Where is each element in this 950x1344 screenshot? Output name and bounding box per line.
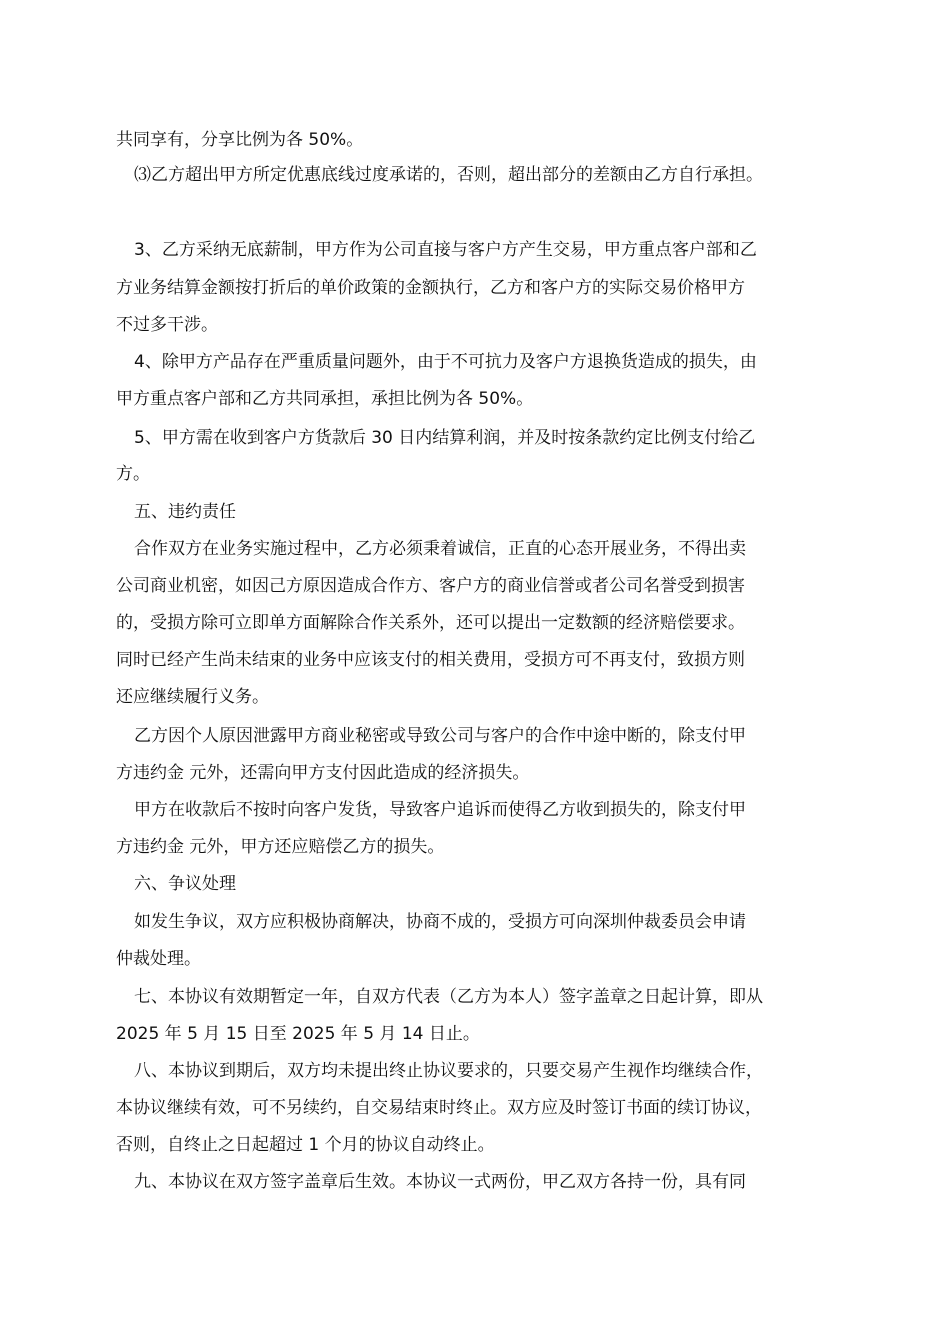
section-heading: 五、违约责任: [134, 502, 236, 522]
text-line: 共同享有，分享比例为各 50%。: [116, 130, 364, 150]
text-line: 否则，自终止之日起超过 1 个月的协议自动终止。: [116, 1135, 495, 1155]
text-line: 乙方因个人原因泄露甲方商业秘密或导致公司与客户的合作中途中断的，除支付甲: [134, 726, 746, 746]
text-line: 5、甲方需在收到客户方货款后 30 日内结算利润，并及时按条款约定比例支付给乙: [134, 428, 756, 448]
text-line: ⑶乙方超出甲方所定优惠底线过度承诺的，否则，超出部分的差额由乙方自行承担。: [134, 165, 763, 185]
text-line: 3、乙方采纳无底薪制，甲方作为公司直接与客户方产生交易，甲方重点客户部和乙: [134, 240, 757, 260]
text-line: 不过多干涉。: [116, 315, 218, 335]
text-line: 2025 年 5 月 15 日至 2025 年 5 月 14 日止。: [116, 1024, 480, 1044]
text-line: 八、本协议到期后，双方均未提出终止协议要求的，只要交易产生视作均继续合作，: [134, 1061, 763, 1081]
text-line: 方业务结算金额按打折后的单价政策的金额执行，乙方和客户方的实际交易价格甲方: [116, 278, 745, 298]
text-line: 九、本协议在双方签字盖章后生效。本协议一式两份，甲乙双方各持一份，具有同: [134, 1172, 746, 1192]
text-line: 本协议继续有效，可不另续约，自交易结束时终止。双方应及时签订书面的续订协议，: [116, 1098, 762, 1118]
text-line: 方违约金 元外，还需向甲方支付因此造成的经济损失。: [116, 763, 530, 783]
text-line: 七、本协议有效期暂定一年，自双方代表（乙方为本人）签字盖章之日起计算，即从: [134, 987, 763, 1007]
text-line: 方。: [116, 464, 150, 484]
text-line: 甲方在收款后不按时向客户发货，导致客户追诉而使得乙方收到损失的，除支付甲: [134, 800, 746, 820]
text-line: 的，受损方除可立即单方面解除合作关系外，还可以提出一定数额的经济赔偿要求。: [116, 613, 745, 633]
text-line: 合作双方在业务实施过程中，乙方必须秉着诚信，正直的心态开展业务，不得出卖: [134, 539, 746, 559]
text-line: 如发生争议，双方应积极协商解决，协商不成的，受损方可向深圳仲裁委员会申请: [134, 912, 746, 932]
text-line: 公司商业机密，如因己方原因造成合作方、客户方的商业信誉或者公司名誉受到损害: [116, 576, 745, 596]
section-heading: 六、争议处理: [134, 874, 236, 894]
text-line: 4、除甲方产品存在严重质量问题外，由于不可抗力及客户方退换货造成的损失，由: [134, 352, 757, 372]
text-line: 甲方重点客户部和乙方共同承担，承担比例为各 50%。: [116, 389, 534, 409]
text-line: 仲裁处理。: [116, 949, 201, 969]
text-line: 同时已经产生尚未结束的业务中应该支付的相关费用，受损方可不再支付，致损方则: [116, 650, 745, 670]
text-line: 方违约金 元外，甲方还应赔偿乙方的损失。: [116, 837, 445, 857]
text-line: 还应继续履行义务。: [116, 687, 269, 707]
